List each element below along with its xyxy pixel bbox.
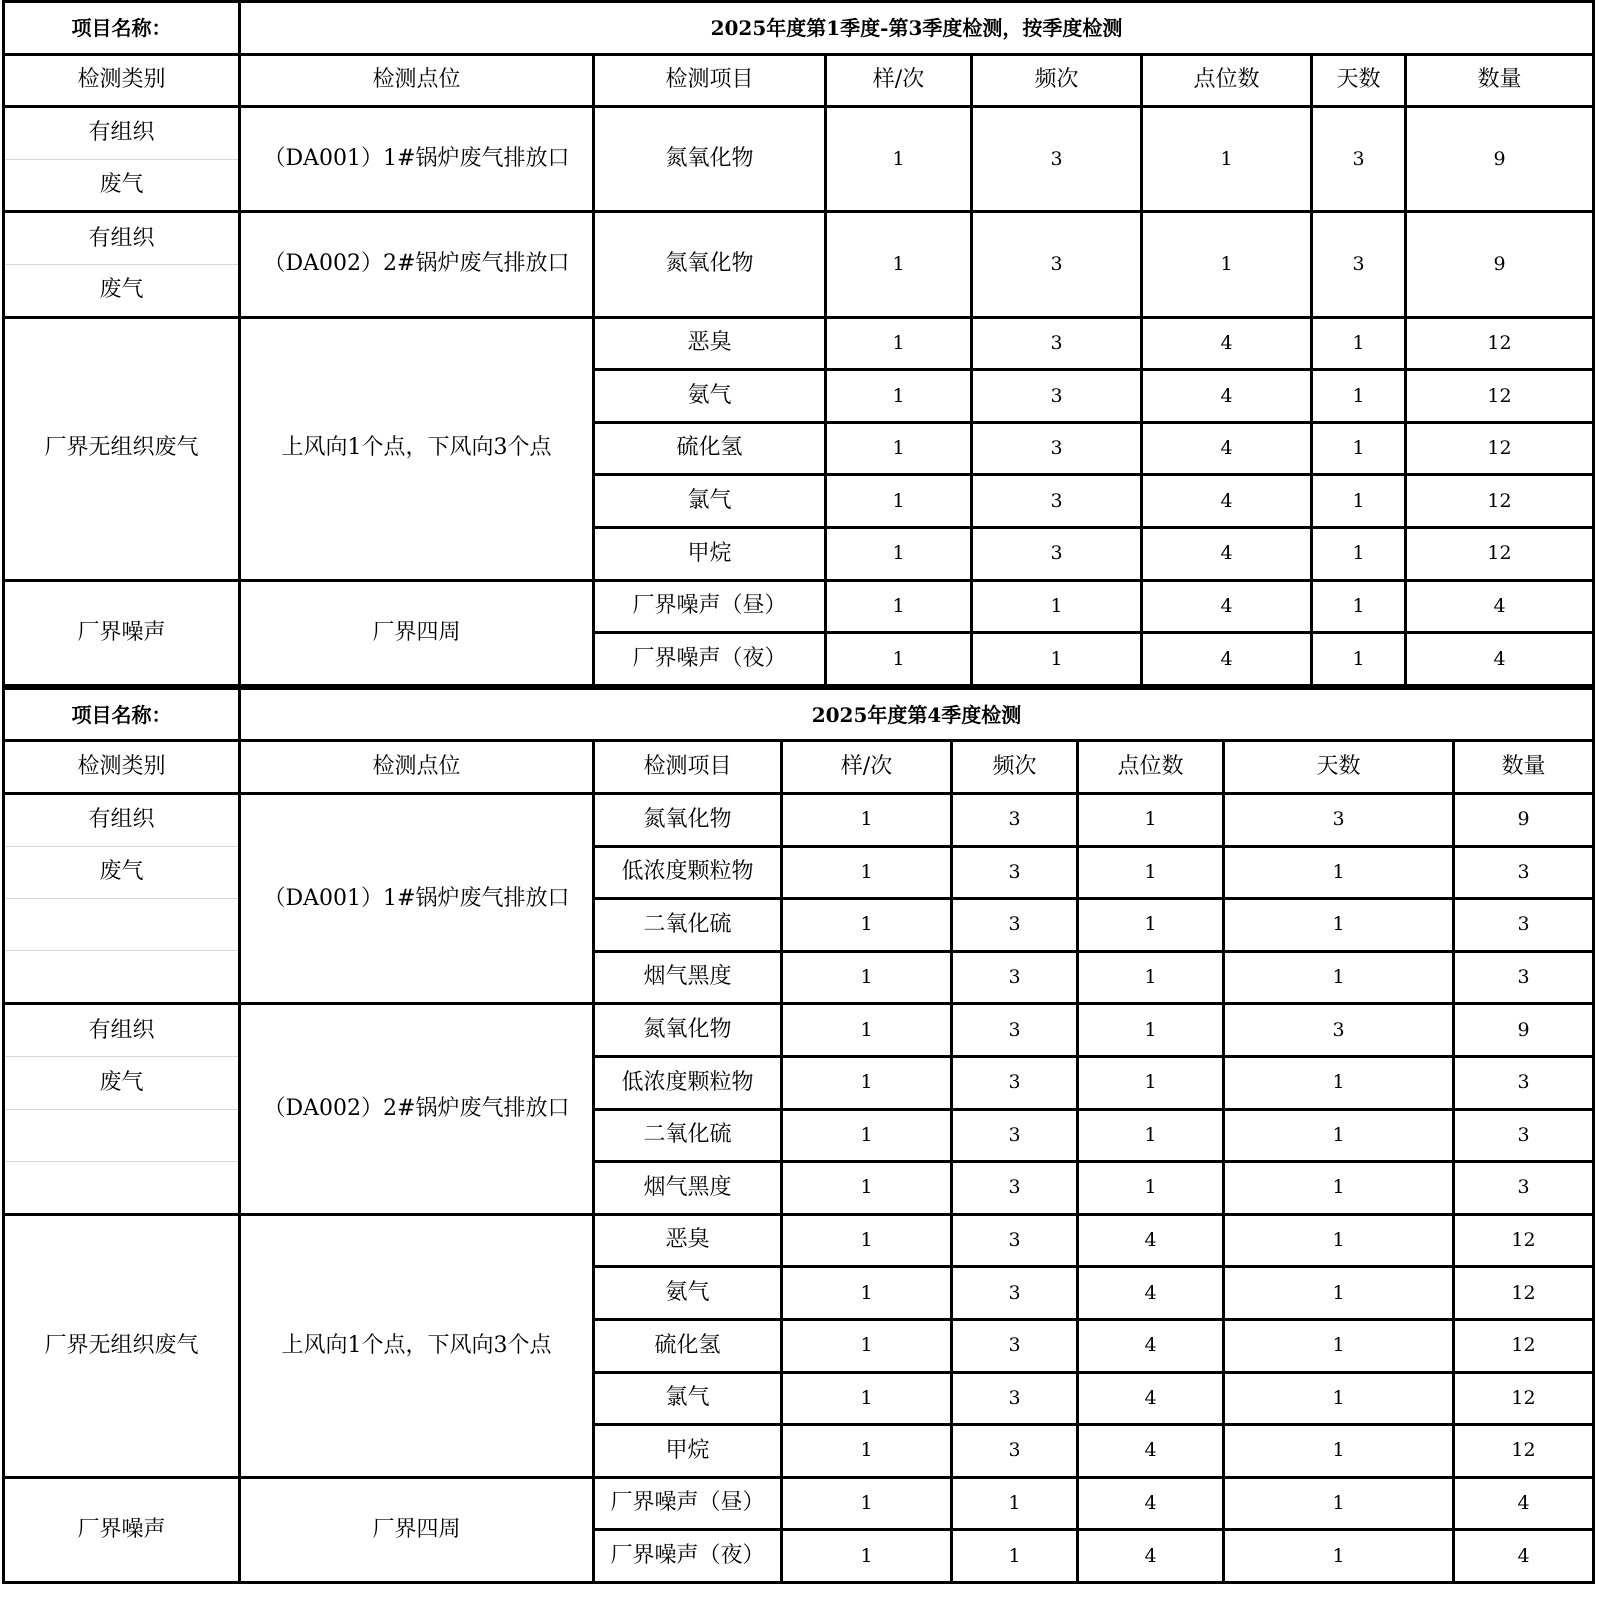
frequency-cell: 1 bbox=[972, 633, 1142, 686]
item-cell: 氯气 bbox=[594, 475, 826, 528]
days-cell: 1 bbox=[1224, 1109, 1454, 1162]
category-line: 有组织 bbox=[5, 795, 238, 847]
category-line: 厂界噪声 bbox=[77, 1516, 166, 1542]
category-line: 废气 bbox=[99, 277, 144, 303]
point-count-cell: 4 bbox=[1142, 580, 1312, 633]
samples-cell: 1 bbox=[826, 370, 972, 423]
quantity-cell: 3 bbox=[1454, 1056, 1594, 1109]
category-line: 有组织 bbox=[5, 1005, 238, 1057]
point-count-cell: 4 bbox=[1142, 475, 1312, 528]
category-line: 厂界无组织废气 bbox=[44, 435, 199, 461]
samples-cell: 1 bbox=[782, 1109, 952, 1162]
days-cell: 1 bbox=[1224, 1372, 1454, 1425]
days-cell: 1 bbox=[1224, 1056, 1454, 1109]
table-row bbox=[4, 1214, 1594, 1267]
samples-cell: 1 bbox=[782, 793, 952, 846]
point-count-cell: 1 bbox=[1078, 1109, 1224, 1162]
point-count-cell: 1 bbox=[1078, 793, 1224, 846]
days-cell: 1 bbox=[1312, 422, 1406, 475]
quantity-cell: 4 bbox=[1454, 1530, 1594, 1583]
point-count-cell: 1 bbox=[1078, 951, 1224, 1004]
quantity-cell: 12 bbox=[1454, 1372, 1594, 1425]
quantity-cell: 9 bbox=[1454, 1004, 1594, 1057]
samples-cell: 1 bbox=[782, 899, 952, 952]
category-line bbox=[5, 1162, 238, 1213]
quarter-4-table bbox=[2, 687, 1595, 1584]
item-cell: 氮氧化物 bbox=[594, 1004, 782, 1057]
days-cell: 1 bbox=[1312, 580, 1406, 633]
point-count-cell: 4 bbox=[1078, 1425, 1224, 1478]
samples-cell: 1 bbox=[826, 527, 972, 580]
point-cell: （DA001）1#锅炉废气排放口 bbox=[240, 793, 594, 1003]
point-count-cell: 1 bbox=[1078, 1162, 1224, 1215]
table-row bbox=[4, 212, 1594, 317]
frequency-cell: 3 bbox=[972, 527, 1142, 580]
quantity-cell: 3 bbox=[1454, 899, 1594, 952]
samples-cell: 1 bbox=[782, 1004, 952, 1057]
samples-cell: 1 bbox=[782, 1162, 952, 1215]
project-name-label: 项目名称： bbox=[4, 2, 240, 55]
column-header: 点位数 bbox=[1078, 741, 1224, 794]
days-cell: 1 bbox=[1312, 370, 1406, 423]
column-header: 检测点位 bbox=[240, 741, 594, 794]
samples-cell: 1 bbox=[826, 422, 972, 475]
point-count-cell: 4 bbox=[1078, 1477, 1224, 1530]
quantity-cell: 3 bbox=[1454, 1162, 1594, 1215]
days-cell: 1 bbox=[1224, 846, 1454, 899]
quantity-cell: 3 bbox=[1454, 846, 1594, 899]
item-cell: 甲烷 bbox=[594, 1425, 782, 1478]
column-header: 天数 bbox=[1312, 54, 1406, 107]
frequency-cell: 3 bbox=[972, 107, 1142, 212]
samples-cell: 1 bbox=[782, 1372, 952, 1425]
item-cell: 硫化氢 bbox=[594, 1319, 782, 1372]
column-header: 数量 bbox=[1406, 54, 1594, 107]
project-name-label: 项目名称： bbox=[4, 688, 240, 741]
category-line: 厂界无组织废气 bbox=[44, 1332, 199, 1358]
quantity-cell: 12 bbox=[1406, 475, 1594, 528]
table-row bbox=[4, 317, 1594, 370]
point-cell: 厂界四周 bbox=[240, 580, 594, 685]
point-cell: 上风向1个点，下风向3个点 bbox=[240, 1214, 594, 1477]
samples-cell: 1 bbox=[826, 317, 972, 370]
item-cell: 恶臭 bbox=[594, 1214, 782, 1267]
section-title: 2025年度第4季度检测 bbox=[240, 688, 1594, 741]
item-cell: 二氧化硫 bbox=[594, 1109, 782, 1162]
days-cell: 1 bbox=[1224, 1425, 1454, 1478]
frequency-cell: 3 bbox=[952, 1267, 1078, 1320]
days-cell: 1 bbox=[1312, 633, 1406, 686]
item-cell: 恶臭 bbox=[594, 317, 826, 370]
item-cell: 甲烷 bbox=[594, 527, 826, 580]
item-cell: 氮氧化物 bbox=[594, 793, 782, 846]
days-cell: 3 bbox=[1224, 1004, 1454, 1057]
category-line bbox=[5, 1110, 238, 1162]
item-cell: 低浓度颗粒物 bbox=[594, 1056, 782, 1109]
frequency-cell: 3 bbox=[972, 212, 1142, 317]
point-cell: （DA002）2#锅炉废气排放口 bbox=[240, 1004, 594, 1214]
point-count-cell: 4 bbox=[1142, 527, 1312, 580]
item-cell: 厂界噪声（昼） bbox=[594, 1477, 782, 1530]
samples-cell: 1 bbox=[782, 1214, 952, 1267]
point-count-cell: 4 bbox=[1078, 1214, 1224, 1267]
section-title: 2025年度第1季度-第3季度检测，按季度检测 bbox=[240, 2, 1594, 55]
title-row bbox=[4, 2, 1594, 55]
frequency-cell: 3 bbox=[952, 1004, 1078, 1057]
category-cell bbox=[4, 793, 240, 1003]
category-cell bbox=[4, 1477, 240, 1582]
column-header: 检测类别 bbox=[4, 54, 240, 107]
item-cell: 氮氧化物 bbox=[594, 212, 826, 317]
point-count-cell: 4 bbox=[1142, 317, 1312, 370]
point-cell: 厂界四周 bbox=[240, 1477, 594, 1582]
samples-cell: 1 bbox=[782, 1319, 952, 1372]
days-cell: 1 bbox=[1224, 1267, 1454, 1320]
header-row bbox=[4, 54, 1594, 107]
quantity-cell: 9 bbox=[1406, 212, 1594, 317]
frequency-cell: 3 bbox=[952, 951, 1078, 1004]
samples-cell: 1 bbox=[782, 1056, 952, 1109]
days-cell: 1 bbox=[1224, 1477, 1454, 1530]
frequency-cell: 1 bbox=[952, 1530, 1078, 1583]
category-line: 废气 bbox=[5, 1057, 238, 1109]
days-cell: 1 bbox=[1224, 1214, 1454, 1267]
frequency-cell: 3 bbox=[952, 899, 1078, 952]
days-cell: 1 bbox=[1224, 1530, 1454, 1583]
point-cell: （DA002）2#锅炉废气排放口 bbox=[240, 212, 594, 317]
days-cell: 3 bbox=[1224, 793, 1454, 846]
column-header: 数量 bbox=[1454, 741, 1594, 794]
quantity-cell: 12 bbox=[1454, 1267, 1594, 1320]
quantity-cell: 3 bbox=[1454, 1109, 1594, 1162]
samples-cell: 1 bbox=[782, 1530, 952, 1583]
point-count-cell: 4 bbox=[1142, 633, 1312, 686]
column-header: 频次 bbox=[952, 741, 1078, 794]
item-cell: 烟气黑度 bbox=[594, 1162, 782, 1215]
quantity-cell: 12 bbox=[1454, 1319, 1594, 1372]
item-cell: 二氧化硫 bbox=[594, 899, 782, 952]
category-cell bbox=[4, 1004, 240, 1214]
frequency-cell: 3 bbox=[952, 846, 1078, 899]
frequency-cell: 3 bbox=[972, 475, 1142, 528]
point-count-cell: 4 bbox=[1142, 370, 1312, 423]
frequency-cell: 3 bbox=[972, 317, 1142, 370]
point-count-cell: 1 bbox=[1078, 899, 1224, 952]
frequency-cell: 3 bbox=[952, 1109, 1078, 1162]
column-header: 天数 bbox=[1224, 741, 1454, 794]
days-cell: 3 bbox=[1312, 107, 1406, 212]
table-row bbox=[4, 107, 1594, 212]
table-row bbox=[4, 1004, 1594, 1057]
category-line: 废气 bbox=[5, 847, 238, 899]
item-cell: 氨气 bbox=[594, 1267, 782, 1320]
item-cell: 氮氧化物 bbox=[594, 107, 826, 212]
point-count-cell: 4 bbox=[1078, 1267, 1224, 1320]
category-cell bbox=[4, 580, 240, 685]
category-line: 废气 bbox=[99, 171, 144, 197]
quantity-cell: 9 bbox=[1406, 107, 1594, 212]
table-row bbox=[4, 793, 1594, 846]
category-line: 厂界噪声 bbox=[77, 619, 166, 645]
column-header: 检测类别 bbox=[4, 741, 240, 794]
table-row bbox=[4, 1477, 1594, 1530]
samples-cell: 1 bbox=[826, 212, 972, 317]
category-cell bbox=[4, 212, 240, 317]
category-cell bbox=[4, 1214, 240, 1477]
frequency-cell: 3 bbox=[952, 1372, 1078, 1425]
quantity-cell: 4 bbox=[1406, 633, 1594, 686]
days-cell: 1 bbox=[1312, 475, 1406, 528]
item-cell: 低浓度颗粒物 bbox=[594, 846, 782, 899]
quantity-cell: 12 bbox=[1454, 1425, 1594, 1478]
item-cell: 硫化氢 bbox=[594, 422, 826, 475]
column-header: 点位数 bbox=[1142, 54, 1312, 107]
category-line bbox=[5, 951, 238, 1002]
point-count-cell: 4 bbox=[1078, 1530, 1224, 1583]
samples-cell: 1 bbox=[782, 951, 952, 1004]
frequency-cell: 1 bbox=[952, 1477, 1078, 1530]
category-line: 有组织 bbox=[5, 213, 238, 265]
samples-cell: 1 bbox=[782, 1425, 952, 1478]
frequency-cell: 3 bbox=[972, 370, 1142, 423]
frequency-cell: 3 bbox=[952, 1162, 1078, 1215]
days-cell: 1 bbox=[1224, 951, 1454, 1004]
column-header: 检测项目 bbox=[594, 741, 782, 794]
quantity-cell: 12 bbox=[1406, 422, 1594, 475]
quantity-cell: 12 bbox=[1406, 370, 1594, 423]
quantity-cell: 3 bbox=[1454, 951, 1594, 1004]
frequency-cell: 3 bbox=[952, 1319, 1078, 1372]
column-header: 样/次 bbox=[826, 54, 972, 107]
samples-cell: 1 bbox=[826, 633, 972, 686]
category-line bbox=[5, 899, 238, 951]
samples-cell: 1 bbox=[826, 475, 972, 528]
point-count-cell: 1 bbox=[1142, 212, 1312, 317]
point-count-cell: 4 bbox=[1078, 1372, 1224, 1425]
samples-cell: 1 bbox=[782, 846, 952, 899]
item-cell: 厂界噪声（夜） bbox=[594, 633, 826, 686]
table-row bbox=[4, 580, 1594, 633]
column-header: 检测点位 bbox=[240, 54, 594, 107]
point-count-cell: 1 bbox=[1078, 846, 1224, 899]
frequency-cell: 3 bbox=[952, 1214, 1078, 1267]
days-cell: 1 bbox=[1224, 1162, 1454, 1215]
frequency-cell: 1 bbox=[972, 580, 1142, 633]
point-count-cell: 4 bbox=[1078, 1319, 1224, 1372]
item-cell: 烟气黑度 bbox=[594, 951, 782, 1004]
frequency-cell: 3 bbox=[952, 1425, 1078, 1478]
category-cell bbox=[4, 317, 240, 580]
days-cell: 1 bbox=[1224, 899, 1454, 952]
frequency-cell: 3 bbox=[952, 1056, 1078, 1109]
frequency-cell: 3 bbox=[952, 793, 1078, 846]
days-cell: 1 bbox=[1312, 527, 1406, 580]
samples-cell: 1 bbox=[826, 580, 972, 633]
column-header: 检测项目 bbox=[594, 54, 826, 107]
column-header: 样/次 bbox=[782, 741, 952, 794]
quantity-cell: 12 bbox=[1454, 1214, 1594, 1267]
quantity-cell: 4 bbox=[1406, 580, 1594, 633]
days-cell: 1 bbox=[1224, 1319, 1454, 1372]
item-cell: 氯气 bbox=[594, 1372, 782, 1425]
point-count-cell: 4 bbox=[1142, 422, 1312, 475]
item-cell: 厂界噪声（昼） bbox=[594, 580, 826, 633]
point-cell: （DA001）1#锅炉废气排放口 bbox=[240, 107, 594, 212]
point-count-cell: 1 bbox=[1078, 1056, 1224, 1109]
point-count-cell: 1 bbox=[1142, 107, 1312, 212]
samples-cell: 1 bbox=[782, 1267, 952, 1320]
samples-cell: 1 bbox=[782, 1477, 952, 1530]
quantity-cell: 4 bbox=[1454, 1477, 1594, 1530]
quarter-1-3-table bbox=[2, 0, 1595, 687]
quantity-cell: 12 bbox=[1406, 317, 1594, 370]
item-cell: 氨气 bbox=[594, 370, 826, 423]
header-row bbox=[4, 741, 1594, 794]
samples-cell: 1 bbox=[826, 107, 972, 212]
category-cell bbox=[4, 107, 240, 212]
inspection-sheet bbox=[2, 0, 1595, 1584]
column-header: 频次 bbox=[972, 54, 1142, 107]
point-cell: 上风向1个点，下风向3个点 bbox=[240, 317, 594, 580]
title-row bbox=[4, 688, 1594, 741]
days-cell: 3 bbox=[1312, 212, 1406, 317]
days-cell: 1 bbox=[1312, 317, 1406, 370]
frequency-cell: 3 bbox=[972, 422, 1142, 475]
point-count-cell: 1 bbox=[1078, 1004, 1224, 1057]
quantity-cell: 12 bbox=[1406, 527, 1594, 580]
item-cell: 厂界噪声（夜） bbox=[594, 1530, 782, 1583]
quantity-cell: 9 bbox=[1454, 793, 1594, 846]
category-line: 有组织 bbox=[5, 108, 238, 160]
